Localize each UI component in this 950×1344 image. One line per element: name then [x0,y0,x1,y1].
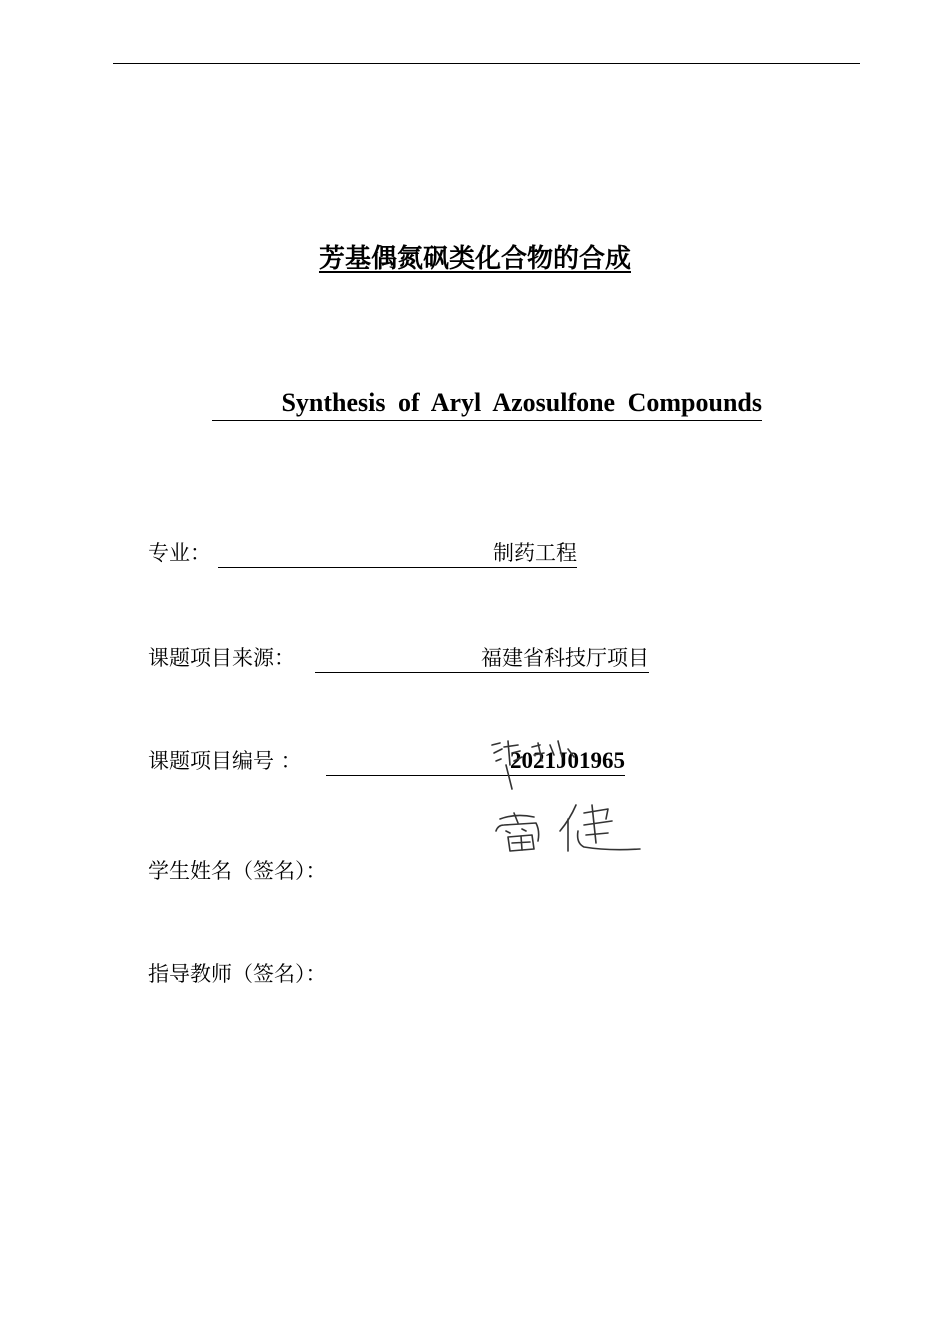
advisor-signature-label: 指导教师（签名）： [148,962,327,986]
project-source-value: 福建省科技厅项目 [481,646,649,670]
major-label: 专业： [148,541,211,565]
major-line [218,537,577,568]
header-rule [113,63,860,64]
thesis-title-chinese-text: 芳基偶氮砜类化合物的合成 [318,244,631,274]
project-number-label: 课题项目编号 ： [148,749,302,773]
major-value: 制药工程 [493,541,577,565]
thesis-title-english: Synthesis of Aryl Azosulfone Compounds [212,386,762,421]
project-source-label: 课题项目来源： [148,646,295,670]
student-handwritten-signature [488,735,648,855]
student-signature-label: 学生姓名（签名）： [148,859,327,883]
project-source-line [315,642,649,673]
thesis-title-chinese [0,238,950,275]
project-number-value: 2021J01965 [510,748,625,773]
